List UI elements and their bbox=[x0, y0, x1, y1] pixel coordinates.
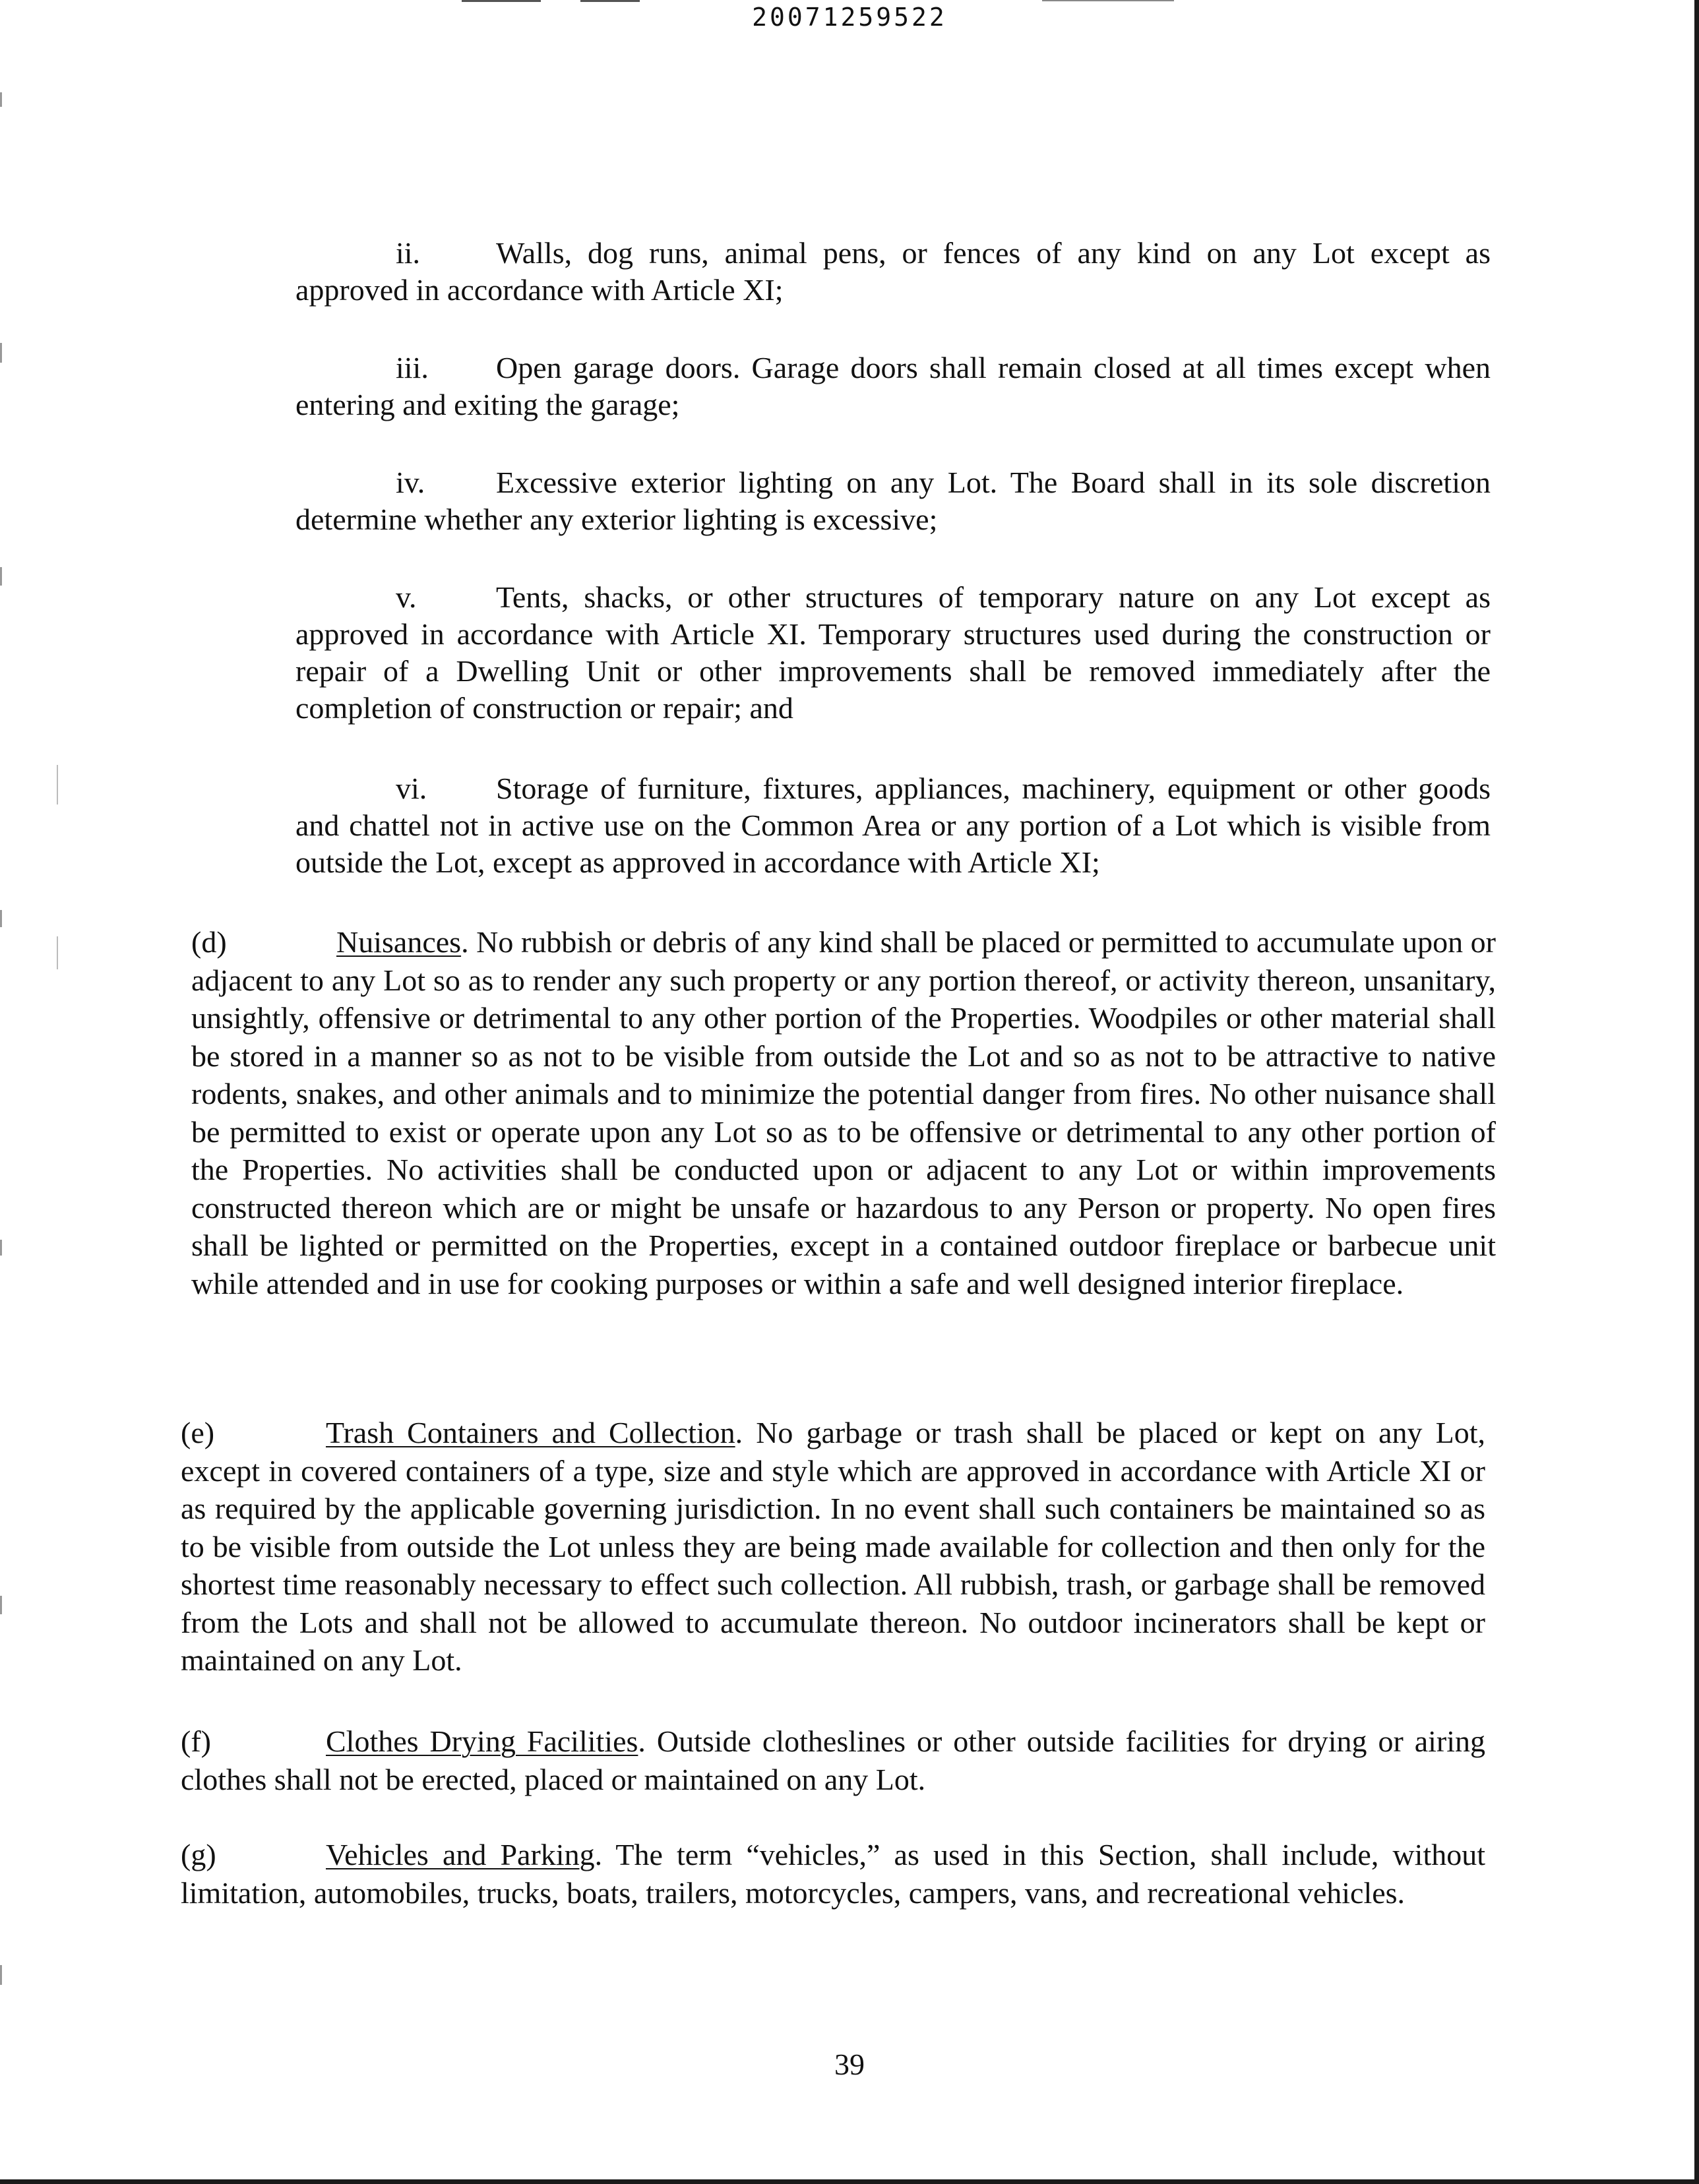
subsection-ii bbox=[295, 235, 1491, 309]
scan-artifact bbox=[0, 910, 2, 927]
document-number: 20071259522 bbox=[752, 3, 947, 32]
subsection-vi bbox=[295, 770, 1491, 881]
scan-edge-bottom bbox=[0, 2179, 1699, 2184]
section-letter: (f) bbox=[181, 1724, 211, 1758]
section-letter: (d) bbox=[191, 925, 227, 959]
section-text: . The term “vehicles,” as used in this Section, shall include, without limitation, automobiles, trucks, boats, trailers, motorcycles, campers, vans, and recreational vehicles. bbox=[181, 1838, 1485, 1910]
subsection-text: Storage of furniture, fixtures, appliances, machinery, equipment or other goods and chattel not in active use on the Common Area or any portion of a Lot which is visible from outside the Lot, except as approved in accordance with Article XI; bbox=[295, 772, 1491, 879]
section-text: . Outside clotheslines or other outside facilities for drying or airing clothes shall not be erected, placed or maintained on any Lot. bbox=[181, 1724, 1486, 1796]
subsection-text: Open garage doors. Garage doors shall remain closed at all times except when entering and exiting the garage; bbox=[295, 351, 1491, 421]
subsection-numeral: ii. bbox=[396, 236, 421, 270]
section-letter: (g) bbox=[181, 1838, 216, 1871]
subsection-iv bbox=[295, 464, 1491, 538]
section-text: . No rubbish or debris of any kind shall be placed or permitted to accumulate upon or adjacent to any Lot so as to render any such property or any portion thereof, or activity thereon, unsanitary, unsightly, offensive or detrimental to any other portion of the Properties. Woodpiles or other material shall be stored in a manner so as not to be visible from outside the Lot and so as not to be attractive to native rodents, snakes, and other animals and to minimize the potential danger from fires. No other nuisance shall be permitted to exist or operate upon any Lot so as to be offensive or detrimental to any other portion of the Properties. No activities shall be conducted upon or adjacent to any Lot or within improvements constructed thereon which are or might be unsafe or hazardous to any Person or property. No open fires shall be lighted or permitted on the Properties, except in a contained outdoor fireplace or barbecue unit while attended and in use for cooking purposes or within a safe and well designed interior fireplace. bbox=[191, 925, 1496, 1300]
scan-artifact bbox=[57, 936, 58, 969]
section-heading: Vehicles and Parking bbox=[326, 1838, 595, 1871]
section-text: . No garbage or trash shall be placed or kept on any Lot, except in covered containers of a type, size and style which are approved in accordance with Article XI or as required by the applicable governing jurisdiction. In no event shall such containers be maintained so as to be visible from outside the Lot unless they are being made available for collection and then only for the shortest time reasonably necessary to effect such collection. All rubbish, trash, or garbage shall be removed from the Lots and shall not be allowed to accumulate thereon. No outdoor incinerators shall be kept or maintained on any Lot. bbox=[181, 1416, 1485, 1677]
scan-artifact bbox=[462, 0, 541, 2]
section-letter: (e) bbox=[181, 1416, 215, 1449]
subsection-iii bbox=[295, 349, 1491, 423]
section-g-vehicles bbox=[181, 1836, 1485, 1912]
section-heading: Clothes Drying Facilities bbox=[326, 1724, 638, 1758]
scan-artifact bbox=[0, 567, 2, 586]
scan-artifact bbox=[0, 1240, 2, 1256]
scan-artifact bbox=[57, 765, 58, 804]
scan-artifact bbox=[1042, 0, 1174, 1]
section-f-clothes-drying bbox=[181, 1722, 1485, 1798]
subsection-numeral: vi. bbox=[396, 772, 427, 805]
subsection-text: Tents, shacks, or other structures of temporary nature on any Lot except as approved in accordance with Article XI. Temporary structures used during the construction or repair of a Dwelling Unit or other improvements shall be removed immediately after the completion of construction or repair; and bbox=[295, 580, 1491, 725]
scan-artifact bbox=[0, 1965, 2, 1985]
subsection-numeral: v. bbox=[396, 580, 417, 614]
subsection-text: Walls, dog runs, animal pens, or fences of any kind on any Lot except as approved in accordance with Article XI; bbox=[295, 236, 1491, 307]
subsection-numeral: iii. bbox=[396, 351, 429, 384]
scan-artifact bbox=[0, 343, 2, 363]
scan-artifact bbox=[0, 1596, 2, 1614]
subsection-v bbox=[295, 579, 1491, 727]
subsection-numeral: iv. bbox=[396, 466, 425, 499]
scan-artifact bbox=[580, 0, 640, 2]
scan-edge-right bbox=[1694, 0, 1699, 2184]
page-number: 39 bbox=[834, 2048, 865, 2081]
section-e-trash bbox=[181, 1414, 1485, 1680]
scan-artifact bbox=[0, 92, 2, 107]
section-heading: Trash Containers and Collection bbox=[326, 1416, 735, 1449]
section-d-nuisances bbox=[191, 923, 1496, 1302]
subsection-text: Excessive exterior lighting on any Lot. The Board shall in its sole discretion determine whether any exterior lighting is excessive; bbox=[295, 466, 1491, 536]
section-heading: Nuisances bbox=[336, 925, 462, 959]
